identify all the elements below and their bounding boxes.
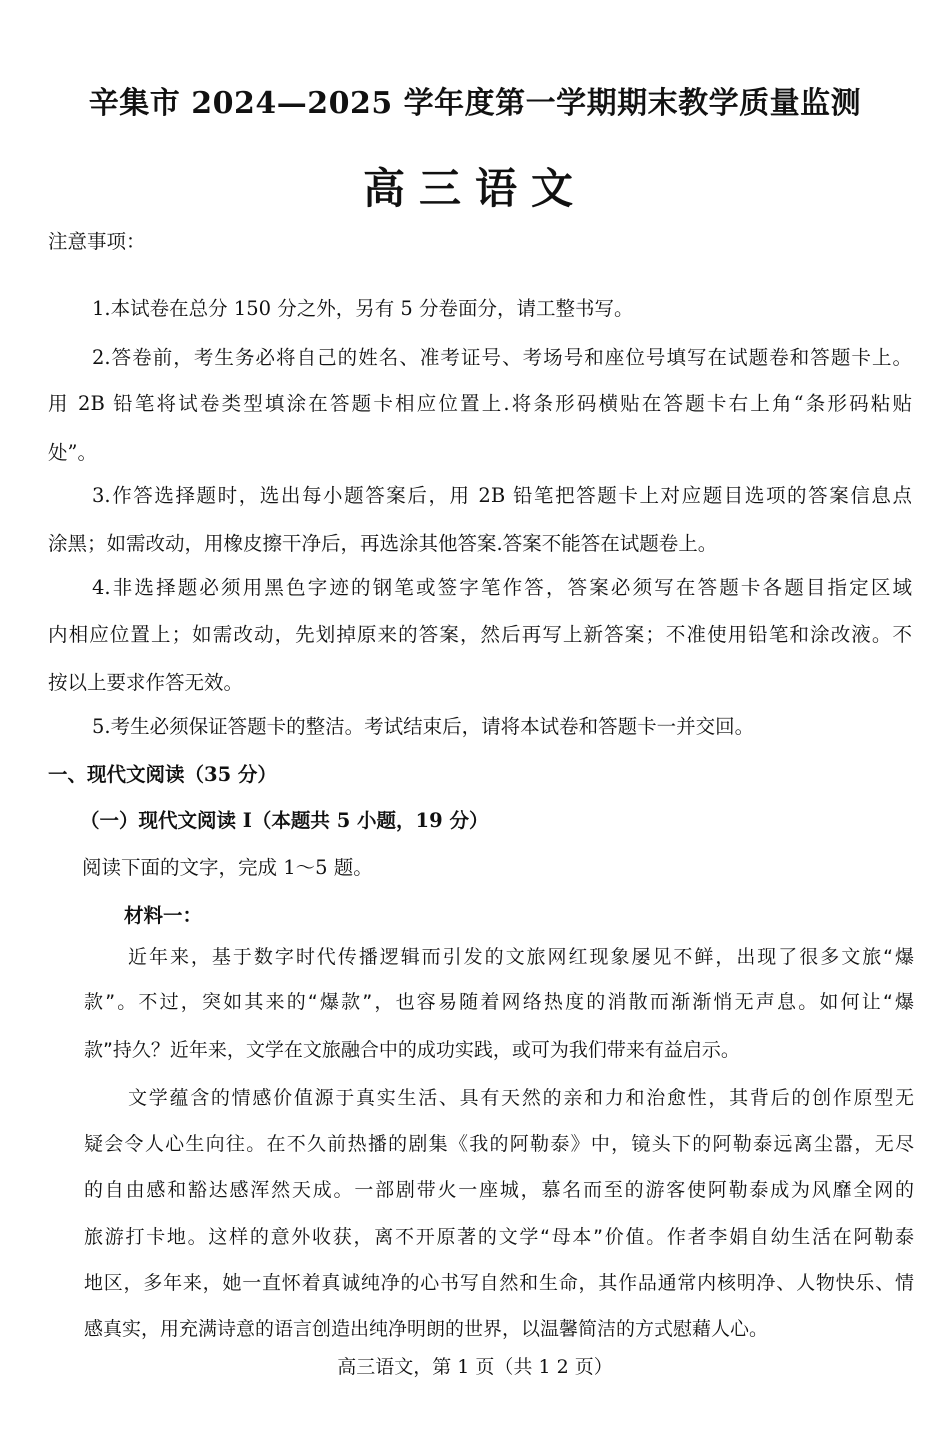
material-line-4: 文学蕴含的情感价值源于真实生活、具有天然的亲和力和治愈性，其背后的创作原型无: [128, 1087, 914, 1109]
material-line-5: 疑会令人心生向往。在不久前热播的剧集《我的阿勒泰》中，镜头下的阿勒泰远离尘嚣，无尽: [84, 1133, 914, 1155]
material-line-8: 地区，多年来，她一直怀着真诚纯净的心书写自然和生命，其作品通常内核明净、人物快乐、情: [84, 1272, 914, 1294]
note-line-3: 用 2B 铅笔将试卷类型填涂在答题卡相应位置上.将条形码横贴在答题卡右上角“条形码粘贴: [48, 392, 912, 415]
note-line-6: 涂黑；如需改动，用橡皮擦干净后，再选涂其他答案.答案不能答在试题卷上。: [48, 532, 718, 555]
note-line-7: 4.非选择题必须用黑色字迹的钢笔或签字笔作答，答案必须写在答题卡各题目指定区域: [92, 576, 912, 599]
section-sub-title: （一）现代文阅读 I（本题共 5 小题，19 分）: [80, 809, 489, 832]
material-line-2: 款”。不过，突如其来的“爆款”，也容易随着网络热度的消散而渐渐悄无声息。如何让“爆: [84, 991, 914, 1013]
exam-title: 辛集市 2024—2025 学年度第一学期期末教学质量监测: [88, 86, 862, 121]
section-instruction: 阅读下面的文字，完成 1～5 题。: [82, 856, 373, 879]
material-line-1: 近年来，基于数字时代传播逻辑而引发的文旅网红现象屡见不鲜，出现了很多文旅“爆: [128, 946, 914, 968]
note-line-4: 处”。: [48, 441, 97, 464]
notes-heading: 注意事项：: [48, 230, 146, 253]
material-line-9: 感真实，用充满诗意的语言创造出纯净明朗的世界，以温馨简洁的方式慰藉人心。: [84, 1318, 769, 1340]
material-line-6: 的自由感和豁达感浑然天成。一部剧带火一座城，慕名而至的游客使阿勒泰成为风靡全网的: [84, 1179, 914, 1201]
material-line-3: 款”持久？近年来，文学在文旅融合中的成功实践，或可为我们带来有益启示。: [84, 1039, 740, 1061]
note-line-2: 2.答卷前，考生务必将自己的姓名、准考证号、考场号和座位号填写在试题卷和答题卡上。: [92, 346, 912, 369]
note-line-10: 5.考生必须保证答题卡的整洁。考试结束后，请将本试卷和答题卡一并交回。: [92, 715, 755, 738]
note-line-5: 3.作答选择题时，选出每小题答案后，用 2B 铅笔把答题卡上对应题目选项的答案信息点: [92, 484, 912, 507]
note-line-9: 按以上要求作答无效。: [48, 671, 244, 694]
material-label: 材料一：: [124, 904, 203, 927]
section-title: 一、现代文阅读（35 分）: [48, 763, 277, 786]
page-footer: 高三语文，第 1 页（共 1 2 页）: [337, 1356, 613, 1378]
material-line-7: 旅游打卡地。这样的意外收获，离不开原著的文学“母本”价值。作者李娟自幼生活在阿勒泰: [84, 1226, 914, 1248]
note-line-8: 内相应位置上；如需改动，先划掉原来的答案，然后再写上新答案；不准使用铅笔和涂改液。不: [48, 623, 912, 646]
subject-title: 高三语文: [362, 164, 587, 213]
note-line-1: 1.本试卷在总分 150 分之外，另有 5 分卷面分，请工整书写。: [92, 297, 634, 320]
